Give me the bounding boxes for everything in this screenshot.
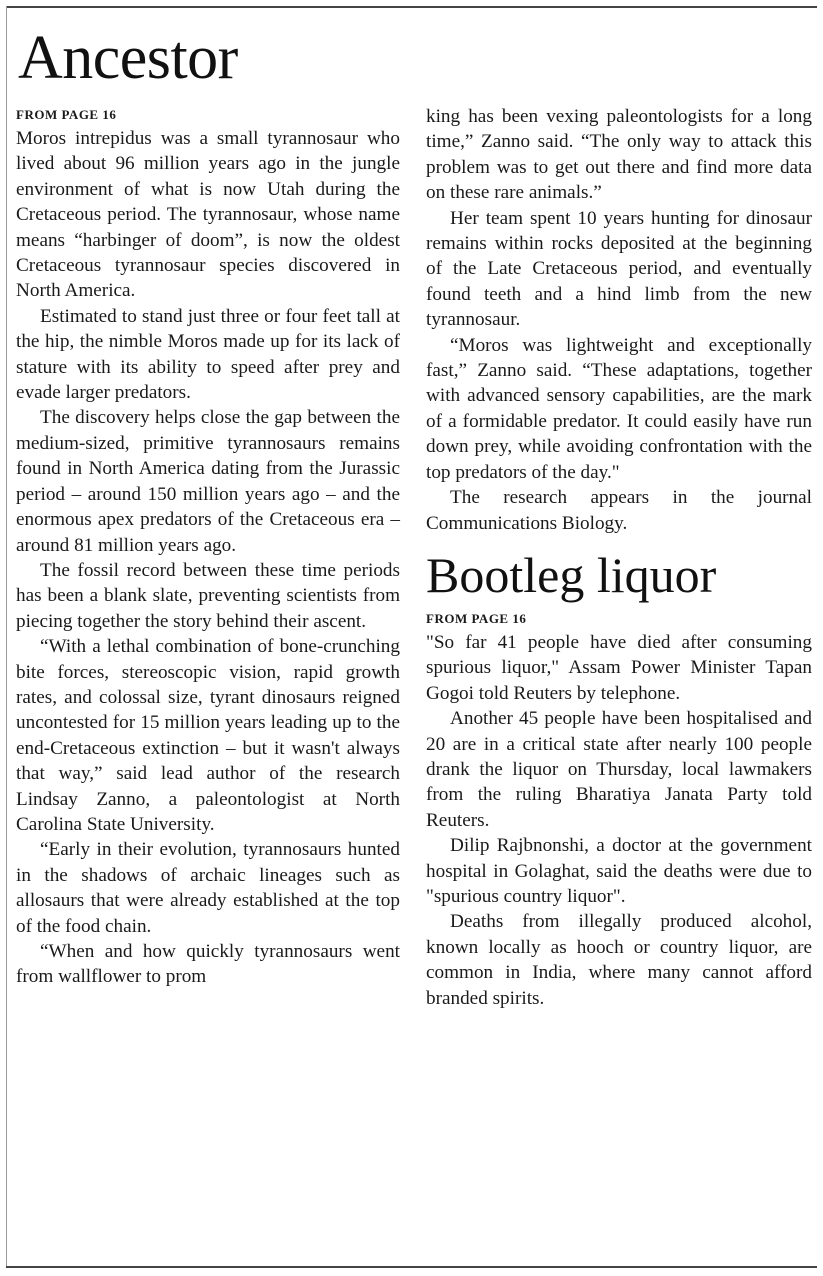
paragraph: Another 45 people have been hospitalised and 20 are in a critical state after nearly 100 people drank the liquor on Thursday, local lawmakers from the ruling Bharatiya Janata Party told Reuters.	[426, 708, 812, 831]
paragraph: Estimated to stand just three or four feet tall at the hip, the nimble Moros made up for its lack of stature with its ability to speed after prey and evade larger predators.	[16, 305, 400, 404]
paragraph: “With a lethal combination of bone-crunching bite forces, stereoscopic vision, rapid growth rates, and colossal size, tyrant dinosaurs reigned uncontested for 15 million years leading up to the end-Cretaceous extinction – but it wasn't always that way,” said lead author of the research Lindsay Zanno, a paleontologist at North Carolina State University.	[16, 636, 400, 835]
paragraph: The fossil record between these time periods has been a blank slate, preventing scientists from piecing together the story behind their ascent.	[16, 559, 400, 632]
column-left	[16, 106, 400, 990]
headline-ancestor: Ancestor	[18, 24, 238, 92]
paragraph: “Early in their evolution, tyrannosaurs hunted in the shadows of archaic lineages such as allosaurs that were already established at the top of the food chain.	[16, 839, 400, 937]
paragraph: Moros intrepidus was a small tyrannosaur who lived about 96 million years ago in the jungle environment of what is now Utah during the Cretaceous period. The tyrannosaur, whose name means “harbinger of doom”, is now the oldest Cretaceous tyrannosaur species discovered in North America.	[16, 128, 400, 302]
left-rule	[6, 6, 7, 1268]
jump-line-bootleg: FROM PAGE 16	[426, 610, 527, 626]
paragraph: “When and how quickly tyrannosaurs went from wallflower to prom	[16, 941, 400, 988]
top-rule	[6, 6, 817, 8]
paragraph: "So far 41 people have died after consuming spurious liquor," Assam Power Minister Tapan Gogoi told Reuters by telephone.	[426, 631, 812, 704]
paragraph: The discovery helps close the gap between the medium-sized, primitive tyrannosaurs remains found in North America dating from the Jurassic period – around 150 million years ago – and the enormous apex predators of the Cretaceous era – around 81 million years ago.	[16, 407, 400, 556]
paragraph: Dilip Rajbnonshi, a doctor at the government hospital in Golaghat, said the deaths were due to "spurious country liquor".	[426, 835, 812, 907]
paragraph: “Moros was lightweight and exceptionally fast,” Zanno said. “These adaptations, together with advanced sensory capabilities, are the mark of a formidable predator. It could easily have run down prey, while avoiding confrontation with the top predators of the day."	[426, 334, 812, 483]
paragraph-continued: king has been vexing paleontologists for a long time,” Zanno said. “The only way to attack this problem was to get out there and find more data on these rare animals.”	[426, 106, 812, 204]
headline-bootleg-liquor: Bootleg liquor	[426, 546, 717, 603]
bottom-rule	[6, 1266, 817, 1268]
paragraph: Deaths from illegally produced alcohol, known locally as hooch or country liquor, are common in India, where many cannot afford branded spirits.	[426, 911, 812, 1009]
jump-line-ancestor: FROM PAGE 16	[16, 107, 117, 122]
paragraph: The research appears in the journal Communications Biology.	[426, 487, 812, 534]
paragraph: Her team spent 10 years hunting for dinosaur remains within rocks deposited at the beginning of the Late Cretaceous period, and eventually found teeth and a hind limb from the new tyrannosaur.	[426, 207, 812, 331]
column-right	[426, 104, 812, 1011]
